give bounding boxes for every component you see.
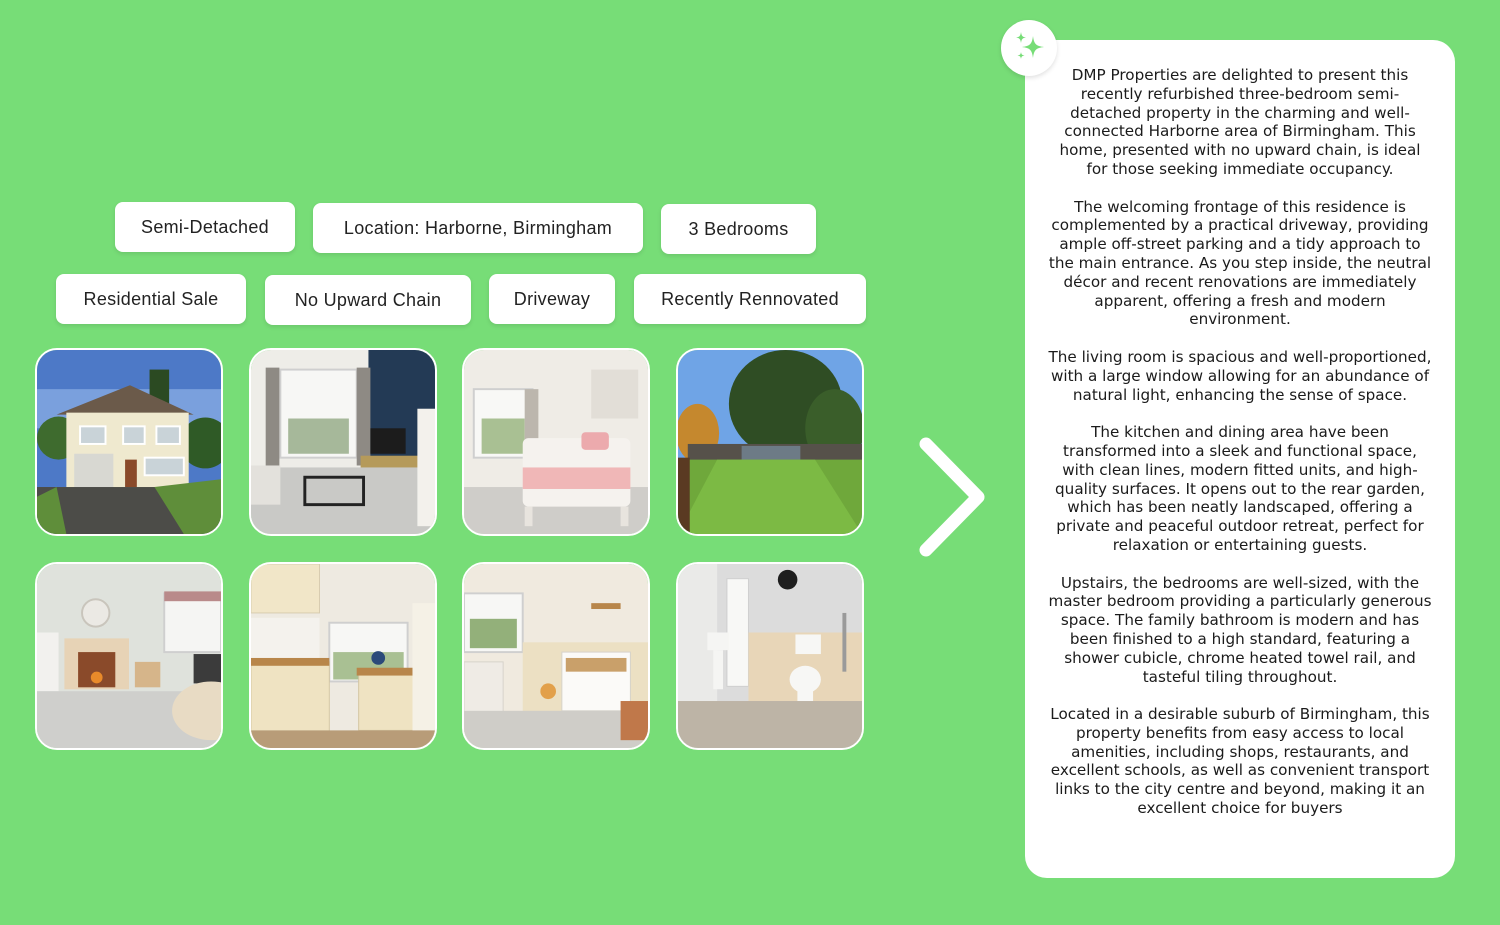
bathroom-photo[interactable] <box>676 562 864 750</box>
description-paragraph-6: Located in a desirable suburb of Birmingham, this property benefits from easy access to local amenities, including shops, restaurants, and excellent schools, as well as convenient transport links to the city centre and beyond, making it an excellent choice for buyers <box>1050 705 1430 818</box>
description-paragraph-2: The welcoming frontage of this residence is complemented by a practical driveway, providing ample off-street parking and a tidy approach to the main entrance. As you step inside, the neutral décor and recent renovations are immediately apparent, offering a fresh and modern environment. <box>1048 197 1432 329</box>
chevron-right-icon <box>912 430 996 564</box>
description-paragraph-5: Upstairs, the bedrooms are well-sized, with the master bedroom providing a particularly generous space. The family bathroom is modern and has been finished to a high standard, featuring a shower cubicle, chrome heated towel rail, and tasteful tiling throughout. <box>1048 573 1432 686</box>
bedroom-photo[interactable] <box>462 348 650 536</box>
tag-residential-sale: Residential Sale <box>56 274 246 324</box>
nursery-photo[interactable] <box>462 562 650 750</box>
garden-photo[interactable] <box>676 348 864 536</box>
kitchen-photo[interactable] <box>249 562 437 750</box>
description-paragraph-3: The living room is spacious and well-proportioned, with a large window allowing for an abundance of natural light, enhancing the sense of space. <box>1048 347 1432 404</box>
tag-recently-renovated: Recently Rennovated <box>634 274 866 324</box>
description-paragraph-4: The kitchen and dining area have been transformed into a sleek and functional space, with clean lines, modern fitted units, and high-quality surfaces. It opens out to the rear garden, which has been neatly landscaped, offering a private and peaceful outdoor retreat, perfect for relaxation or entertaining guests. <box>1055 423 1425 554</box>
sparkles-icon <box>1001 20 1057 76</box>
description-paragraph-1: DMP Properties are delighted to present this recently refurbished three-bedroom semi-detached property in the charming and well-connected Harborne area of Birmingham. This home, presented with no upward chain, is ideal for those seeking immediate occupancy. <box>1059 66 1421 178</box>
lounge-fireplace-photo[interactable] <box>35 562 223 750</box>
house-exterior-photo[interactable] <box>35 348 223 536</box>
tag-driveway: Driveway <box>489 274 615 324</box>
tag-semi-detached: Semi-Detached <box>115 202 295 252</box>
living-room-photo[interactable] <box>249 348 437 536</box>
tag-bedrooms: 3 Bedrooms <box>661 204 816 254</box>
tag-location: Location: Harborne, Birmingham <box>313 203 643 253</box>
description-card <box>1025 40 1455 878</box>
tag-no-upward-chain: No Upward Chain <box>265 275 471 325</box>
